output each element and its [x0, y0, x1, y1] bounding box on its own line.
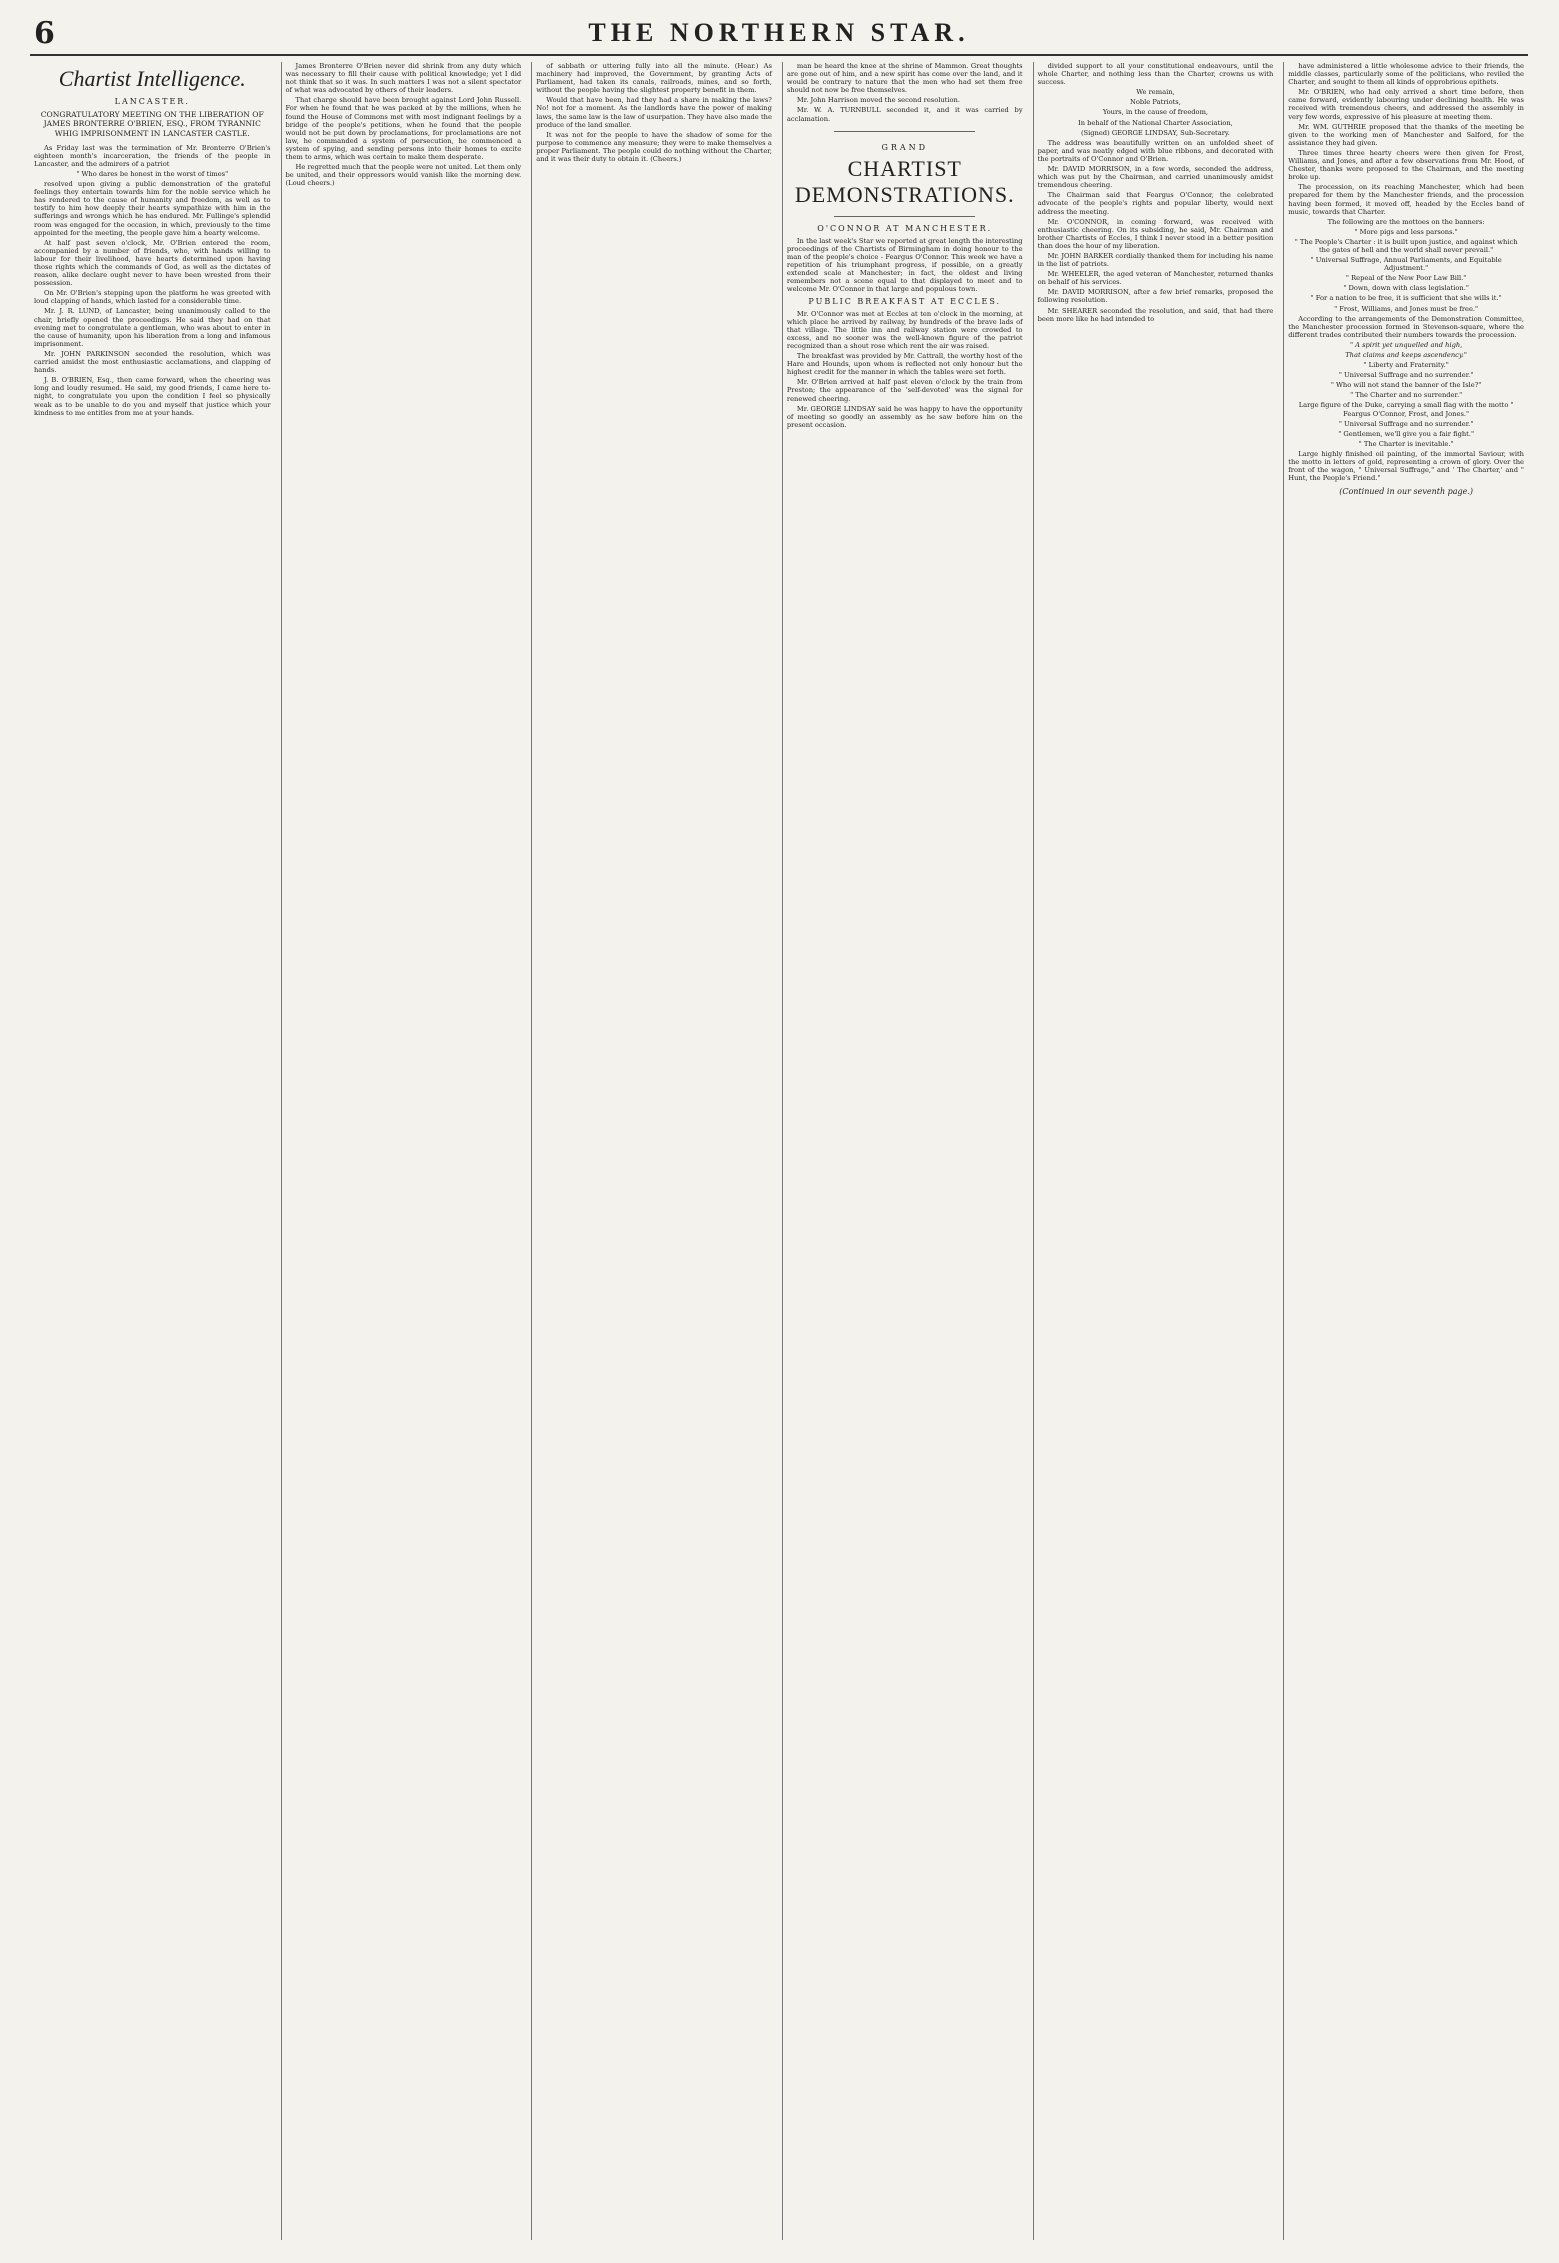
- column-4: [782, 62, 1027, 2240]
- banner-motto: " For a nation to be free, it is sufficient that she wills it.": [1310, 294, 1502, 303]
- paragraph: Mr. SHEARER seconded the resolution, and said, that had there been more like he had intended to: [1037, 306, 1274, 323]
- banner-motto: " The Charter and no surrender.": [1350, 391, 1463, 400]
- paragraph: Large highly finished oil painting, of the immortal Saviour, with the motto in letters of gold, representing a crown of glory. Over the front of the wagon, " Universal Suffrage," and ' The Charter,' and " Hunt, the People's Friend.": [1288, 449, 1524, 483]
- banner-motto: " Who will not stand the banner of the Isle?": [1330, 381, 1482, 390]
- paragraph: resolved upon giving a public demonstration of the grateful feelings they entertain towards him for the noble service which he has rendered to the cause of humanity and freedom, as well as to testify to him how deeply their hearts sympathize with him in the sufferings and wrongs which he has endured. Mr. Fullinge's splendid room was engaged for the occasion, in which, previously to the time appointed for the meeting, the people gave him a hearty welcome.: [34, 180, 271, 237]
- banner-motto: " Frost, Williams, and Jones must be free.": [1334, 304, 1479, 313]
- paragraph: According to the arrangements of the Demonstration Committee, the Manchester procession formed in Stevenson-square, where the different trades contributed their numbers towards the procession.: [1288, 314, 1524, 339]
- newspaper-page: [30, 14, 1528, 2244]
- banner-motto: " More pigs and less parsons.": [1354, 227, 1458, 236]
- paragraph: Mr. WHEELER, the aged veteran of Manchester, returned thanks on behalf of his services.: [1037, 270, 1274, 287]
- signature-line: (Signed) GEORGE LINDSAY, Sub-Secretary.: [1080, 128, 1230, 137]
- paragraph: It was not for the people to have the shadow of some for the purpose to commence any measure; they were to make themselves a proper Parliament. The people could do nothing without the Charter, and it was their duty to obtain it. (Cheers.): [536, 130, 772, 164]
- column-3: [531, 62, 776, 2240]
- verse-line: " A spirit yet unquelled and high,: [1349, 340, 1463, 349]
- paragraph: Mr. JOHN PARKINSON seconded the resolution, which was carried amidst the most enthusiastic acclamations, and clapping of hands.: [34, 349, 271, 375]
- paragraph: On Mr. O'Brien's stepping upon the platform he was greeted with loud clapping of hands, which lasted for a considerable time.: [34, 289, 271, 306]
- paragraph: Mr. O'Connor was met at Eccles at ten o'clock in the morning, at which place he arrived by railway, by hundreds of the brave lads of that village. The little inn and railway station were crowded to excess, and no sooner was the well-known figure of the patriot recognized than a shout rose which rent the air was raised.: [786, 309, 1023, 350]
- paragraph: Three times three hearty cheers were then given for Frost, Williams, and Jones, and after a few observations from Mr. Hood, of Chester, thanks were proposed to the Chairman, and the meeting broke up.: [1288, 148, 1524, 182]
- article-headline: CONGRATULATORY MEETING ON THE LIBERATION OF JAMES BRONTERRE O'BRIEN, ESQ., FROM TYRANNIC WHIG IMPRISONMENT IN LANCASTER CASTLE.: [40, 110, 264, 138]
- section-heading: Chartist Intelligence.: [58, 66, 246, 91]
- paragraph: Mr. O'BRIEN, who had only arrived a short time before, then came forward, evidently labouring under declining health. He was received with tremendous cheers, and addressed the assembly in very few words, expressive of his pleasure at meeting them.: [1288, 88, 1524, 121]
- banner-motto: " The Charter is inevitable.": [1358, 439, 1454, 448]
- quotation: " Who dares be honest in the worst of times": [76, 169, 229, 178]
- masthead: [30, 14, 1528, 56]
- paragraph: Mr. John Harrison moved the second resolution.: [796, 96, 960, 105]
- column-2: [281, 62, 526, 2240]
- signature-line: Yours, in the cause of freedom,: [1102, 108, 1209, 117]
- paragraph: Mr. DAVID MORRISON, in a few words, seconded the address, which was put by the Chairman, and carried unanimously amidst tremendous cheering.: [1037, 165, 1274, 190]
- banner-motto: " Liberty and Fraternity.": [1363, 361, 1449, 370]
- paragraph: Mr. J. R. LUND, of Lancaster, being unanimously called to the chair, briefly opened the proceedings. He said they had on that evening met to congratulate a gentleman, who was about to enter in the cause of humanity, upon his liberation from a long and infamous imprisonment.: [34, 307, 271, 348]
- sub-heading: O'CONNOR AT MANCHESTER.: [817, 223, 993, 233]
- paragraph: Mr. O'Brien arrived at half past eleven o'clock by the train from Preston; the appearance of the 'self-devoted' was the signal for renewed cheering.: [786, 378, 1023, 403]
- banner-list-title: The following are the mottoes on the banners:: [1327, 217, 1485, 226]
- column-5: [1033, 62, 1278, 2240]
- signature-line: In behalf of the National Charter Association,: [1078, 118, 1233, 127]
- paragraph: have administered a little wholesome advice to their friends, the middle classes, particularly some of the politicians, who reviled the Charter, and sought to them all kinds of opprobrious epithets.: [1288, 62, 1524, 87]
- divider: [834, 131, 975, 132]
- paragraph: Mr. JOHN BARKER cordially thanked them for including his name in the list of patriots.: [1037, 251, 1274, 269]
- paragraph: Mr. W. A. TURNBULL seconded it, and it was carried by acclamation.: [786, 106, 1023, 123]
- paragraph: divided support to all your constitutional endeavours, until the whole Charter, and nothing less than the Charter, crowns us with success.: [1037, 62, 1274, 87]
- paragraph: He regretted much that the people were not united. Let them only be united, and their oppressors would vanish like the morning dew. (Loud cheers.): [285, 163, 522, 188]
- paragraph: James Bronterre O'Brien never did shrink from any duty which was necessary to fill their cause with political knowledge; yet I did not think that so it was. In such matters I was not a silent spectator of what was advocated by others of their leaders.: [285, 62, 522, 95]
- column-6: [1283, 62, 1528, 2240]
- sub-heading: PUBLIC BREAKFAST AT ECCLES.: [808, 296, 1002, 306]
- column-1: [30, 62, 275, 2240]
- place-heading: LANCASTER.: [114, 97, 190, 106]
- banner-motto: " Down, down with class legislation.": [1343, 284, 1469, 293]
- paragraph: In the last week's Star we reported at great length the interesting proceedings of the Chartists of Birmingham in doing honour to the man of the people's choice - Feargus O'Connor. This week we have a repetition of his triumphant progress, if possible, on a greatly extended scale at Manchester; in fact, the oldest and living remembers not a scene equal to that displayed to meet and to welcome Mr. O'Connor in that large and populous town.: [786, 236, 1023, 294]
- headline-kicker: GRAND: [881, 142, 929, 152]
- banner-motto: " Universal Suffrage and no surrender.": [1338, 371, 1474, 380]
- text-columns: [30, 62, 1528, 2240]
- paragraph: man be heard the knee at the shrine of Mammon. Great thoughts are gone out of him, and a new spirit has come over the land, and it would be contrary to nature that the men who had set them free should not now be free themselves.: [786, 62, 1023, 95]
- paragraph: As Friday last was the termination of Mr. Bronterre O'Brien's eighteen month's incarceration, the friends of the people in Lancaster, and the admirers of a patriot: [34, 143, 271, 168]
- paragraph: Mr. GEORGE LINDSAY said he was happy to have the opportunity of meeting so goodly an assembly as he saw before him on the present occasion.: [786, 404, 1023, 429]
- banner-motto: Large figure of the Duke, carrying a small flag with the motto " Feargus O'Connor, Frost, and Jones.": [1298, 401, 1514, 418]
- paragraph: The breakfast was provided by Mr. Cattrall, the worthy host of the Hare and Hounds, upon whom is reflected not only honour but the highest credit for the manner in which the tables were set forth.: [786, 352, 1023, 377]
- paragraph: At half past seven o'clock, Mr. O'Brien entered the room, accompanied by a number of friends, who, with hands willing to labour for their livelihood, have hearts determined upon having those rights which the commands of God, as well as the dictates of reason, alike declare ought never to have been wrested from their possession.: [34, 238, 271, 288]
- banner-motto: " Gentlemen, we'll give you a fair fight.": [1338, 429, 1475, 438]
- banner-motto: " The People's Charter : it is built upon justice, and against which the gates of hell and the world shall never prevail.": [1294, 237, 1518, 254]
- signature-line: Noble Patriots,: [1130, 98, 1181, 107]
- paragraph: The procession, on its reaching Manchester, which had been prepared for them by the Manchester friends, and the procession having been formed, it moved off, headed by the Eccles band of music, towards that Charter.: [1288, 183, 1524, 216]
- signature-line: We remain,: [1136, 88, 1175, 97]
- article-headline: CHARTIST DEMONSTRATIONS.: [794, 155, 1015, 207]
- paragraph: Would that have been, had they had a share in making the laws? No! not for a moment. As the landlords have the power of making laws, the same law is the law of usurpation. They have also made the produce of the land smaller.: [536, 96, 772, 129]
- continued-note: (Continued in our seventh page.): [1339, 487, 1474, 497]
- newspaper-title: THE NORTHERN STAR.: [588, 18, 970, 47]
- paragraph: Mr. DAVID MORRISON, after a few brief remarks, proposed the following resolution.: [1037, 288, 1274, 305]
- banner-motto: " Universal Suffrage, Annual Parliaments, and Equitable Adjustment.": [1310, 256, 1502, 273]
- paragraph: The address was beautifully written on an unfolded sheet of paper, and was neatly edged with blue ribbons, and decorated with the portraits of O'Connor and O'Brien.: [1037, 138, 1274, 163]
- banner-motto: " Universal Suffrage and no surrender.": [1338, 419, 1474, 428]
- paragraph: That charge should have been brought against Lord John Russell. For when he found that he was packed at by the millions, when he found the House of Commons met with most indignant feelings by a bridge of the people's petitions, when he found that the people would not be put down by proclamations, for proclamations are not law, he commanded a system of persecution, he commenced a system of spying, and sending persons into their homes to excite them to arms, which was certain to make them desperate.: [285, 96, 522, 162]
- verse-line: That claims and keeps ascendency.": [1345, 351, 1468, 359]
- paragraph: J. B. O'BRIEN, Esq., then came forward, when the cheering was long and loudly resumed. He said, my good friends, I came here to-night, to congratulate you upon the condition I feel so physically weak as to be unable to do you and myself that justice which your kindness to me entitles from me at your hands.: [34, 376, 271, 417]
- paragraph: Mr. O'CONNOR, in coming forward, was received with enthusiastic cheering. On its subsiding, he said, Mr. Chairman and brother Chartists of Eccles, I think I never stood in a better position than does the hour of my liberation.: [1037, 217, 1274, 250]
- paragraph: The Chairman said that Feargus O'Connor, the celebrated advocate of the people's rights and popular liberty, would next address the meeting.: [1037, 191, 1274, 216]
- divider: [834, 216, 975, 217]
- page-number: 6: [34, 16, 55, 51]
- paragraph: Mr. WM. GUTHRIE proposed that the thanks of the meeting be given to the working men of Manchester and Salford, for the assistance they had given.: [1288, 122, 1524, 147]
- banner-motto: " Repeal of the New Poor Law Bill.": [1345, 274, 1467, 283]
- paragraph: of sabbath or uttering fully into all the minute. (Hear.) As machinery had improved, the Government, by granting Acts of Parliament, had taken its canals, railroads, mines, and so forth, without the people having the slightest property benefit in them.: [536, 62, 772, 95]
